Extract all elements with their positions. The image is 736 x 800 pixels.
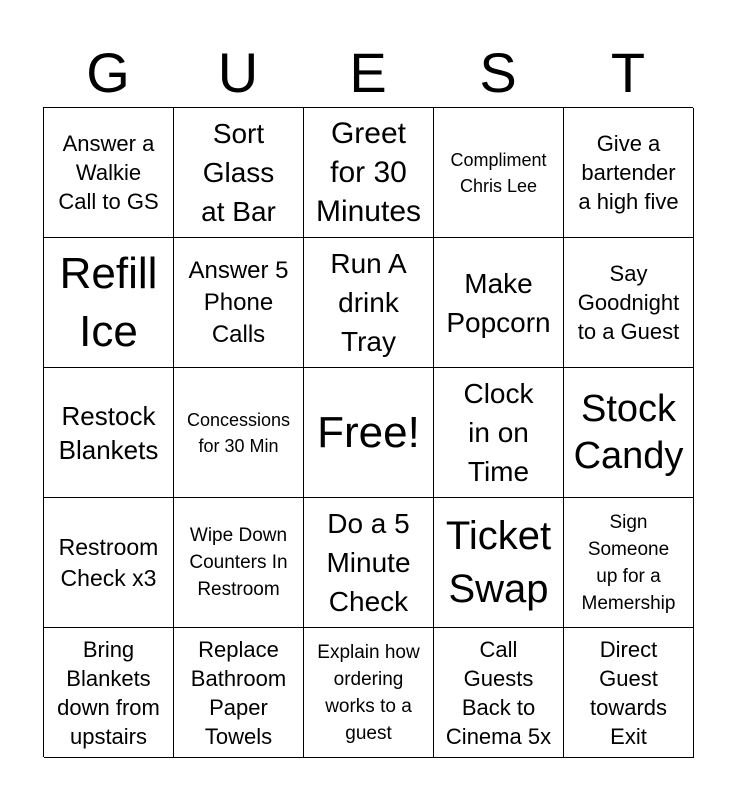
cell-text: Bring Blankets down from upstairs bbox=[57, 636, 160, 749]
bingo-cell[interactable] bbox=[44, 238, 174, 368]
cell-text: Run A drink Tray bbox=[330, 248, 407, 357]
bingo-cell[interactable] bbox=[44, 108, 174, 238]
cell-text: Replace Bathroom Paper Towels bbox=[190, 636, 287, 749]
cell-text: Greet for 30 Minutes bbox=[315, 117, 422, 228]
bingo-cell[interactable] bbox=[174, 498, 304, 628]
bingo-cell[interactable] bbox=[564, 628, 694, 758]
bingo-cell[interactable] bbox=[174, 238, 304, 368]
bingo-cell[interactable] bbox=[564, 108, 694, 238]
bingo-cell[interactable] bbox=[44, 498, 174, 628]
cell-text: Wipe Down Counters In Restroom bbox=[189, 525, 288, 600]
cell-text: Call Guests Back to Cinema 5x bbox=[445, 636, 552, 749]
cell-text: Make Popcorn bbox=[446, 267, 551, 338]
header-letter-u: U bbox=[217, 41, 259, 104]
bingo-cell[interactable] bbox=[434, 628, 564, 758]
bingo-cell[interactable] bbox=[304, 498, 434, 628]
bingo-cell[interactable] bbox=[304, 238, 434, 368]
cell-text: Refill Ice bbox=[59, 248, 158, 356]
cell-text: Clock in on Time bbox=[463, 378, 534, 487]
header-letter-e: E bbox=[349, 41, 387, 104]
cell-text: Say Goodnight to a Guest bbox=[577, 261, 680, 344]
bingo-cell[interactable] bbox=[564, 368, 694, 498]
bingo-board bbox=[43, 107, 693, 757]
cell-text: Explain how ordering works to a guest bbox=[317, 641, 420, 744]
bingo-cell[interactable] bbox=[434, 368, 564, 498]
cell-text: Concessions for 30 Min bbox=[186, 409, 291, 456]
bingo-cell[interactable] bbox=[434, 108, 564, 238]
bingo-cell[interactable] bbox=[304, 368, 434, 498]
cell-text: Give a bartender a high five bbox=[578, 131, 679, 214]
cell-text: Compliment Chris Lee bbox=[450, 149, 547, 196]
cell-text: Do a 5 Minute Check bbox=[326, 508, 411, 617]
bingo-cell[interactable] bbox=[564, 498, 694, 628]
bingo-cell[interactable] bbox=[304, 628, 434, 758]
cell-text: Restroom Check x3 bbox=[58, 533, 159, 591]
bingo-header bbox=[43, 40, 693, 106]
cell-text: Free! bbox=[317, 407, 420, 457]
bingo-cell[interactable] bbox=[434, 238, 564, 368]
bingo-cell[interactable] bbox=[174, 108, 304, 238]
bingo-cell[interactable] bbox=[564, 238, 694, 368]
cell-text: Stock Candy bbox=[573, 387, 684, 477]
bingo-cell[interactable] bbox=[174, 368, 304, 498]
cell-text: Sort Glass at Bar bbox=[201, 118, 276, 227]
header-letter-g: G bbox=[86, 41, 130, 104]
bingo-cell[interactable] bbox=[304, 108, 434, 238]
cell-text: Sign Someone up for a Memership bbox=[581, 511, 676, 614]
cell-text: Answer 5 Phone Calls bbox=[188, 256, 289, 348]
bingo-cell[interactable] bbox=[44, 628, 174, 758]
cell-text: Restock Blankets bbox=[58, 400, 159, 465]
cell-text: Ticket Swap bbox=[445, 513, 552, 611]
bingo-cell[interactable] bbox=[434, 498, 564, 628]
cell-text: Answer a Walkie Call to GS bbox=[58, 131, 159, 214]
bingo-cell[interactable] bbox=[44, 368, 174, 498]
bingo-cell[interactable] bbox=[174, 628, 304, 758]
cell-text: Direct Guest towards Exit bbox=[589, 636, 668, 749]
header-letter-t: T bbox=[610, 41, 646, 104]
header-letter-s: S bbox=[479, 41, 517, 104]
